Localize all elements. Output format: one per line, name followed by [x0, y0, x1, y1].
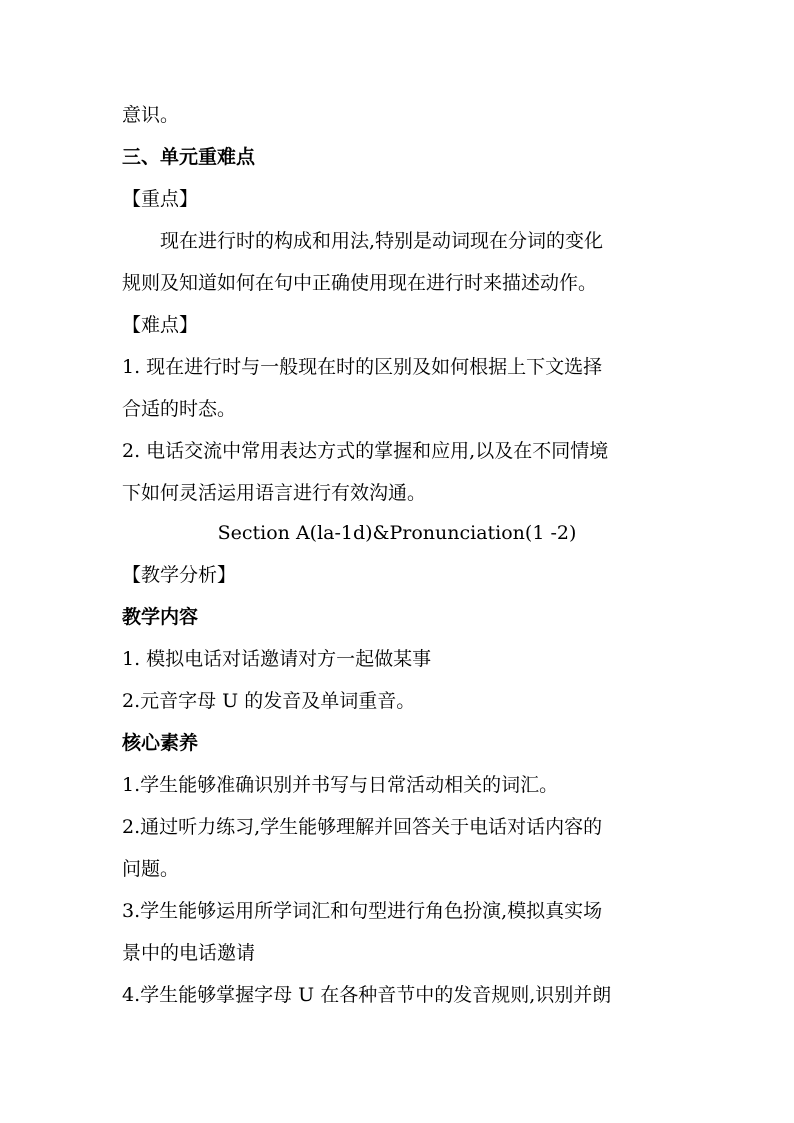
list-item-continuation: 下如何灵活运用语言进行有效沟通。 — [122, 482, 427, 504]
list-item: 1.学生能够准确识别并书写与日常活动相关的词汇。 — [122, 774, 559, 796]
list-item: 3.学生能够运用所学词汇和句型进行角色扮演,模拟真实场 — [122, 900, 603, 922]
list-item: 1. 模拟电话对话邀请对方一起做某事 — [122, 648, 432, 670]
paragraph-line: 规则及知道如何在句中正确使用现在进行时来描述动作。 — [122, 272, 598, 294]
section-heading: 三、单元重难点 — [122, 146, 256, 168]
list-item: 1. 现在进行时与一般现在时的区别及如何根据上下文选择 — [122, 356, 603, 378]
paragraph-line: 意识。 — [122, 104, 180, 126]
list-item: 4.学生能够掌握字母 U 在各种音节中的发音规则,识别并朗 — [122, 984, 612, 1006]
subheading-teaching-content: 教学内容 — [122, 606, 199, 628]
list-item-continuation: 景中的电话邀请 — [122, 942, 256, 964]
list-item: 2.通过听力练习,学生能够理解并回答关于电话对话内容的 — [122, 816, 603, 838]
list-item: 2.元音字母 U 的发音及单词重音。 — [122, 690, 416, 712]
subheading-teaching-analysis: 【教学分析】 — [122, 564, 237, 586]
subheading-difficulties: 【难点】 — [122, 314, 199, 336]
paragraph-line: 现在进行时的构成和用法,特别是动词现在分词的变化 — [160, 230, 604, 252]
subheading-core-competencies: 核心素养 — [122, 732, 199, 754]
subheading-key-points: 【重点】 — [122, 188, 199, 210]
list-item: 2. 电话交流中常用表达方式的掌握和应用,以及在不同情境 — [122, 440, 609, 462]
section-title: Section A(la-1d)&Pronunciation(1 -2) — [217, 522, 577, 544]
list-item-continuation: 合适的时态。 — [122, 398, 237, 420]
list-item-continuation: 问题。 — [122, 858, 180, 880]
